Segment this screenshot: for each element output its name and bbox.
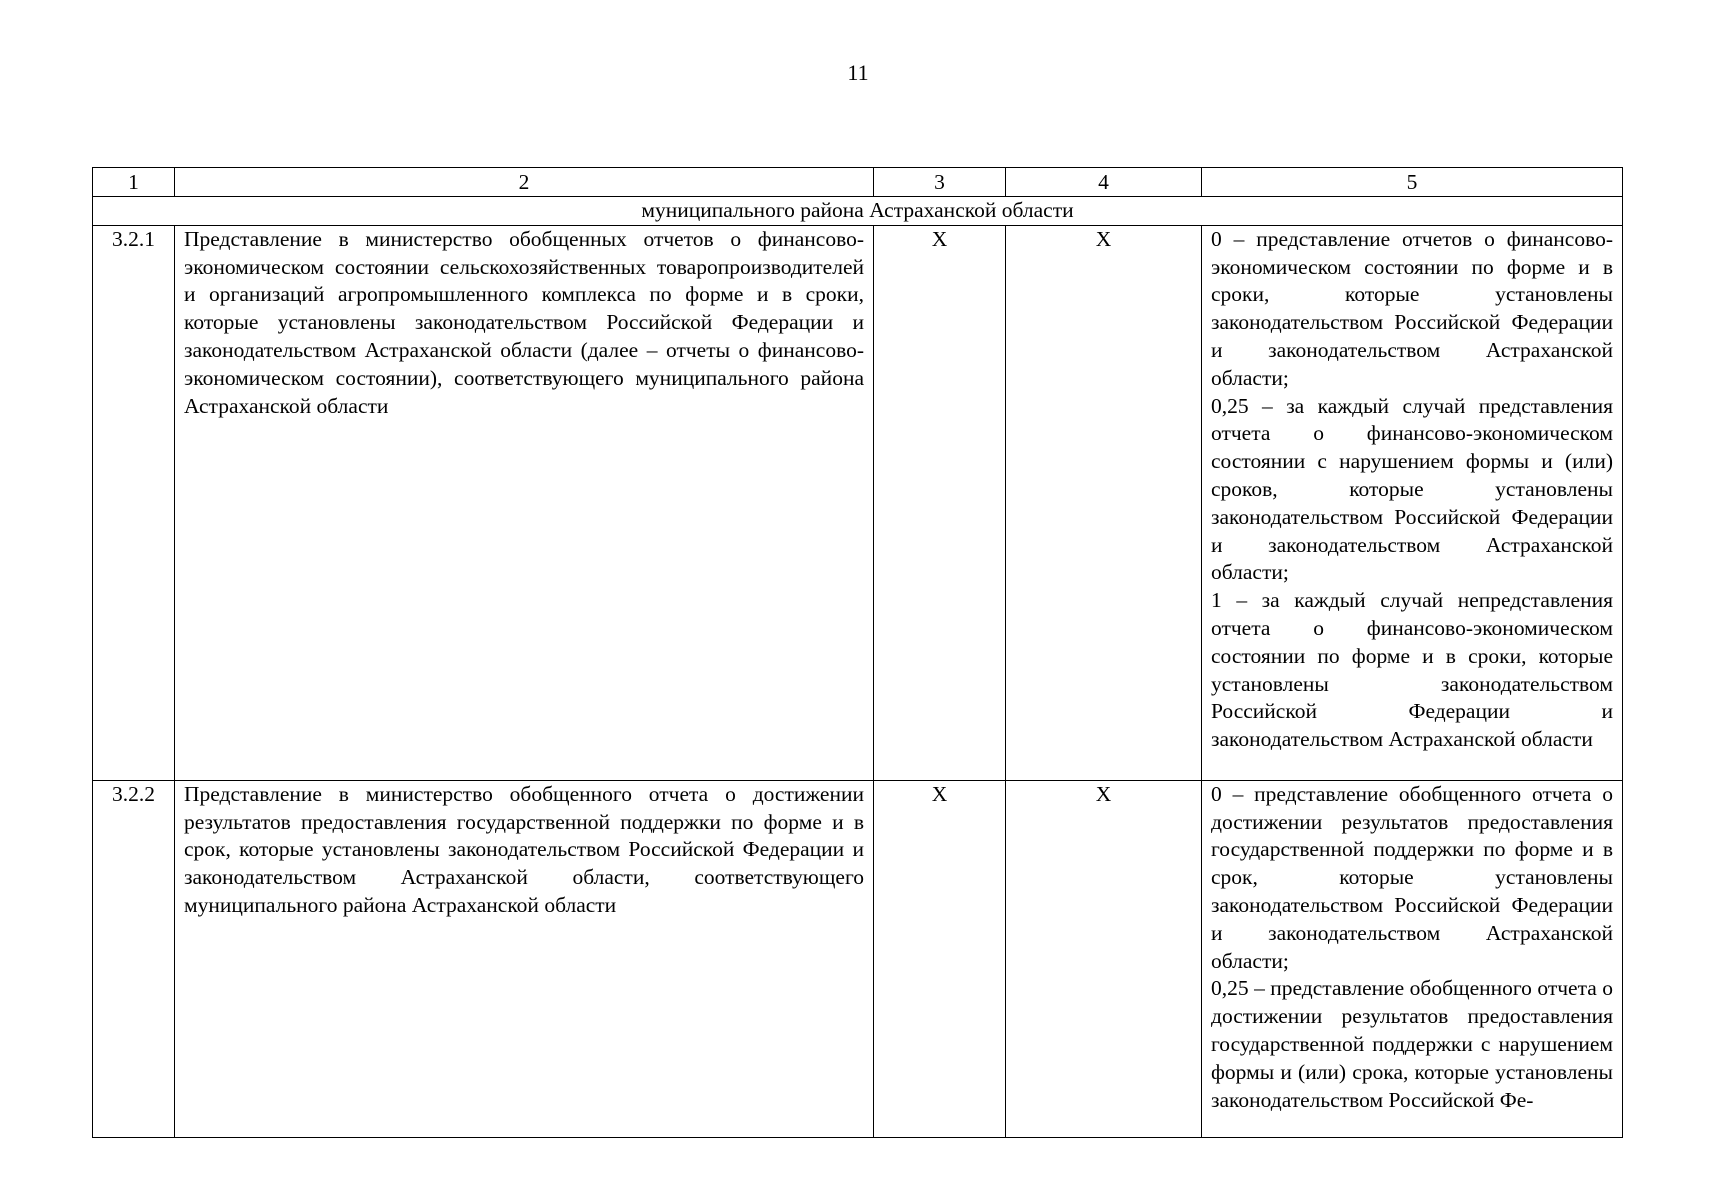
row-col4-mark: X (1006, 225, 1202, 780)
criteria-item: 1 – за каждый случай непредставления отчета о финансово-экономическом состоянии по форме и в сроки, которые установлены законодательством Российской Федерации и законодательством Астраханской области (1211, 588, 1613, 752)
section-title: муниципального района Астраханской области (93, 197, 1623, 226)
header-row (93, 168, 1623, 197)
header-col-2: 2 (175, 168, 874, 197)
header-col-4: 4 (1006, 168, 1202, 197)
criteria-item: 0 – представление отчетов о финансово-экономическом состоянии по форме и в сроки, которые установлены законодательством Российской Федерации и законодательством Астраханской области; (1211, 226, 1613, 390)
table-row (93, 780, 1623, 1137)
row-number: 3.2.1 (93, 225, 175, 780)
header-col-3: 3 (874, 168, 1006, 197)
criteria-table (92, 167, 1623, 1138)
row-col3-mark: X (874, 225, 1006, 780)
table-row (93, 225, 1623, 780)
criteria-item: 0,25 – представление обобщенного отчета о достижении результатов предоставления государственной поддержки с нарушением формы и (или) срока, которые установлены законодательством Российской Фе- (1211, 976, 1613, 1112)
header-col-1: 1 (93, 168, 175, 197)
row-criteria (1202, 780, 1623, 1137)
row-description: Представление в министерство обобщенных отчетов о финансово-экономическом состоянии сельскохозяйственных товаропроизводителей и организаций агропромышленного комплекса по форме и в сроки, которые установлены законодательством Российской Федерации и законодательством Астраханской области (далее – отчеты о финансово-экономическом состоянии), соответствующего муниципального района Астраханской области (175, 225, 874, 780)
page-number: 11 (847, 60, 869, 85)
section-row (93, 197, 1623, 226)
row-description: Представление в министерство обобщенного отчета о достижении результатов предоставления государственной поддержки по форме и в срок, которые установлены законодательством Российской Федерации и законодательством Астраханской области, соответствующего муниципального района Астраханской области (175, 780, 874, 1137)
criteria-item: 0,25 – за каждый случай представления отчета о финансово-экономическом состоянии с нарушением формы и (или) сроков, которые установлены законодательством Российской Федерации и законодательством Астраханской области; (1211, 393, 1613, 585)
row-number: 3.2.2 (93, 780, 175, 1137)
row-col3-mark: X (874, 780, 1006, 1137)
row-criteria (1202, 225, 1623, 780)
header-col-5: 5 (1202, 168, 1623, 197)
row-col4-mark: X (1006, 780, 1202, 1137)
criteria-item: 0 – представление обобщенного отчета о достижении результатов предоставления государственной поддержки по форме и в срок, которые установлены законодательством Российской Федерации и законодательством Астраханской области; (1211, 781, 1613, 973)
